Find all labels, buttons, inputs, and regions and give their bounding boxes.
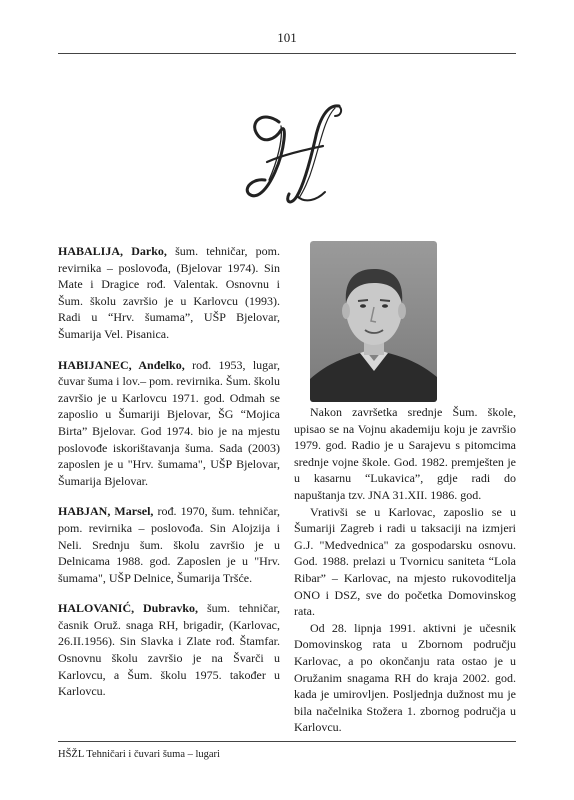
entry-habalija — [58, 243, 280, 343]
portrait-photo — [310, 241, 437, 402]
entry-name: HALOVANIĆ, Dubravko, — [58, 601, 199, 616]
running-footer: HŠŽL Tehničari i čuvari šuma – lugari — [58, 749, 220, 760]
left-column — [58, 243, 280, 714]
right-column — [294, 404, 516, 736]
bottom-rule — [58, 741, 516, 742]
entry-text: rođ. 1970, šum. tehničar, pom. revirnika – poslovođa. Sin Alojzija i Neli. Srednju šum. školu završio je u Delnicama 1988. god. Zaposlen je u "Hrv. šumama", UŠP Delnice, Šumarija Tršće. — [58, 504, 280, 585]
entry-text: rođ. 1953, lugar, čuvar šuma i lov.– pom. revirnika. Šum. školu završio je u Karlovcu 1971. god. Odmah se zaposlio u Šumariji Bjelovar, ŠG “Mojica Birta” Bjelovar. God 1974. bio je na mjestu poslovođe iskorištavanja šuma. Sada (2003) zaposlen je u "Hrv. šumama", UŠP Bjelovar, Šumarija Bjelovar. — [58, 357, 280, 488]
entry-name: HABALIJA, Darko, — [58, 244, 167, 258]
top-rule — [58, 53, 516, 54]
entry-text: šum. tehničar, pom. revirnika – poslovođa, (Bjelovar 1974). Sin Mate i Dragice rođ. Valentak. Osnovnu i Šum. školu završio je u Karlovcu (1993). Radi u “Hrv. šumama”, UŠP Bjelovar, Šumarija Vel. Pisanica. — [58, 244, 280, 341]
paragraph: Od 28. lipnja 1991. aktivni je učesnik Domovinskog rata u Zbornom području Karlovac, a po okončanju rata ostao je u Oružanim snagama RH do kraja 2002. god. kada je umirovljen. Posljednja dužnost mu je bila načelnika Stožera 1. zbornog područja u Karlovcu. — [294, 620, 516, 735]
entry-name: HABJAN, Marsel, — [58, 504, 154, 519]
entry-name: HABIJANEC, Anđelko, — [58, 357, 185, 372]
section-letter-h-ornament — [245, 100, 345, 210]
page-number: 101 — [277, 30, 297, 45]
entry-text: šum. tehničar, časnik Oruž. snaga RH, brigadir, (Karlovac, 26.II.1956). Sin Slavka i Zlate rođ. Štamfar. Osnovnu školu završio je na Švarči u Karlovcu, a Šum. školu 1975. također u Karlovcu. — [58, 601, 281, 699]
paragraph: Nakon završetka srednje Šum. škole, upisao se na Vojnu akademiju koju je završio 1979. god. Radio je u Sarajevu s pitomcima srednje vojne škole. God. 1982. premješten je u kasarnu “Lukavica”, gdje radi do napuštanja tzv. JNA 31.XII. 1986. god. — [294, 405, 516, 502]
paragraph: Vrativši se u Karlovac, zaposlio se u Šumariji Zagreb i radi u taksaciji na izmjeri G.J. "Medvednica" za gospodarsku osnovu. God. 1988. prelazi u Tvornicu saniteta “Lola Ribar” – Karlovac, na mjesto rukovoditelja ONO i DSZ, sve do početka Domovinskog rata. — [294, 504, 516, 619]
entry-habjan — [58, 503, 280, 586]
entry-halovanic — [58, 600, 280, 700]
entry-habijanec — [58, 357, 280, 490]
